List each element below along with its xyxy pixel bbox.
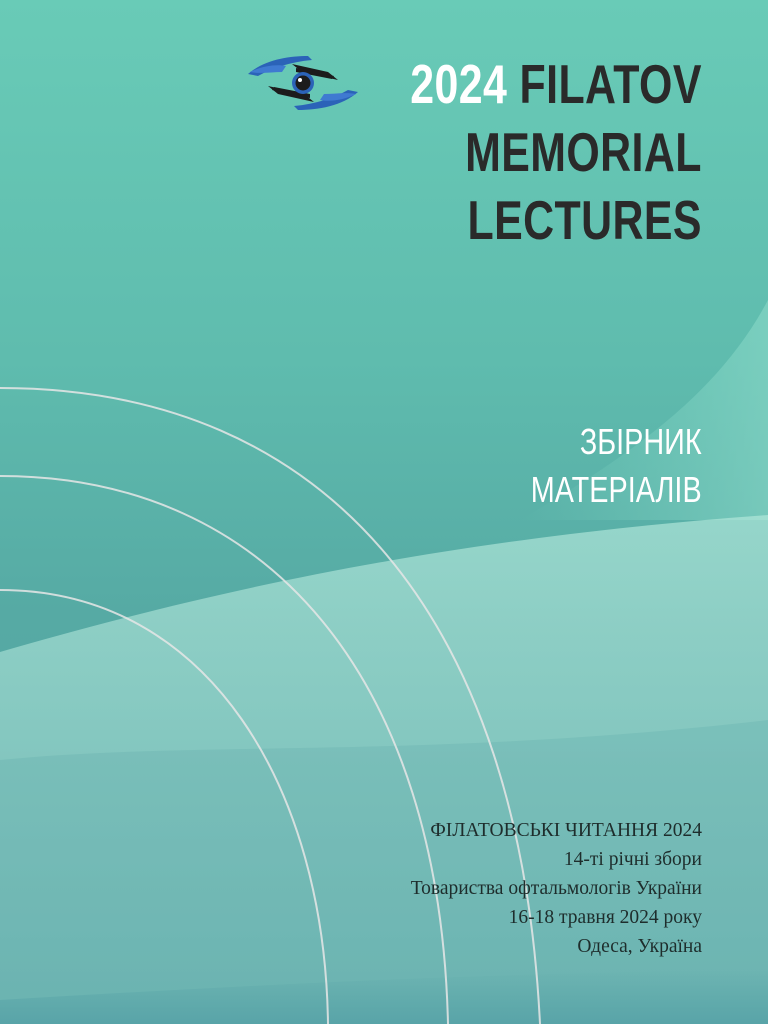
event-location: Одеса, Україна (577, 936, 702, 957)
cover-subtitle (531, 418, 702, 514)
event-name: ФІЛАТОВСЬКІ ЧИТАННЯ 2024 (430, 820, 702, 841)
eye-hands-logo-icon (246, 52, 360, 114)
cover-title (410, 50, 702, 254)
event-dates: 16-18 травня 2024 року (508, 907, 702, 928)
title-line-1 (410, 50, 702, 118)
title-line-3: LECTURES (467, 189, 702, 251)
title-filatov: FILATOV (519, 53, 702, 115)
subtitle-line-1: ЗБІРНИК (580, 421, 702, 462)
subtitle-line-2: МАТЕРІАЛІВ (531, 469, 702, 510)
event-society: Товариства офтальмологів України (410, 878, 702, 899)
event-meeting: 14-ті річні збори (563, 849, 702, 870)
event-details (411, 816, 702, 961)
title-line-2: MEMORIAL (465, 121, 702, 183)
title-year: 2024 (410, 53, 508, 115)
